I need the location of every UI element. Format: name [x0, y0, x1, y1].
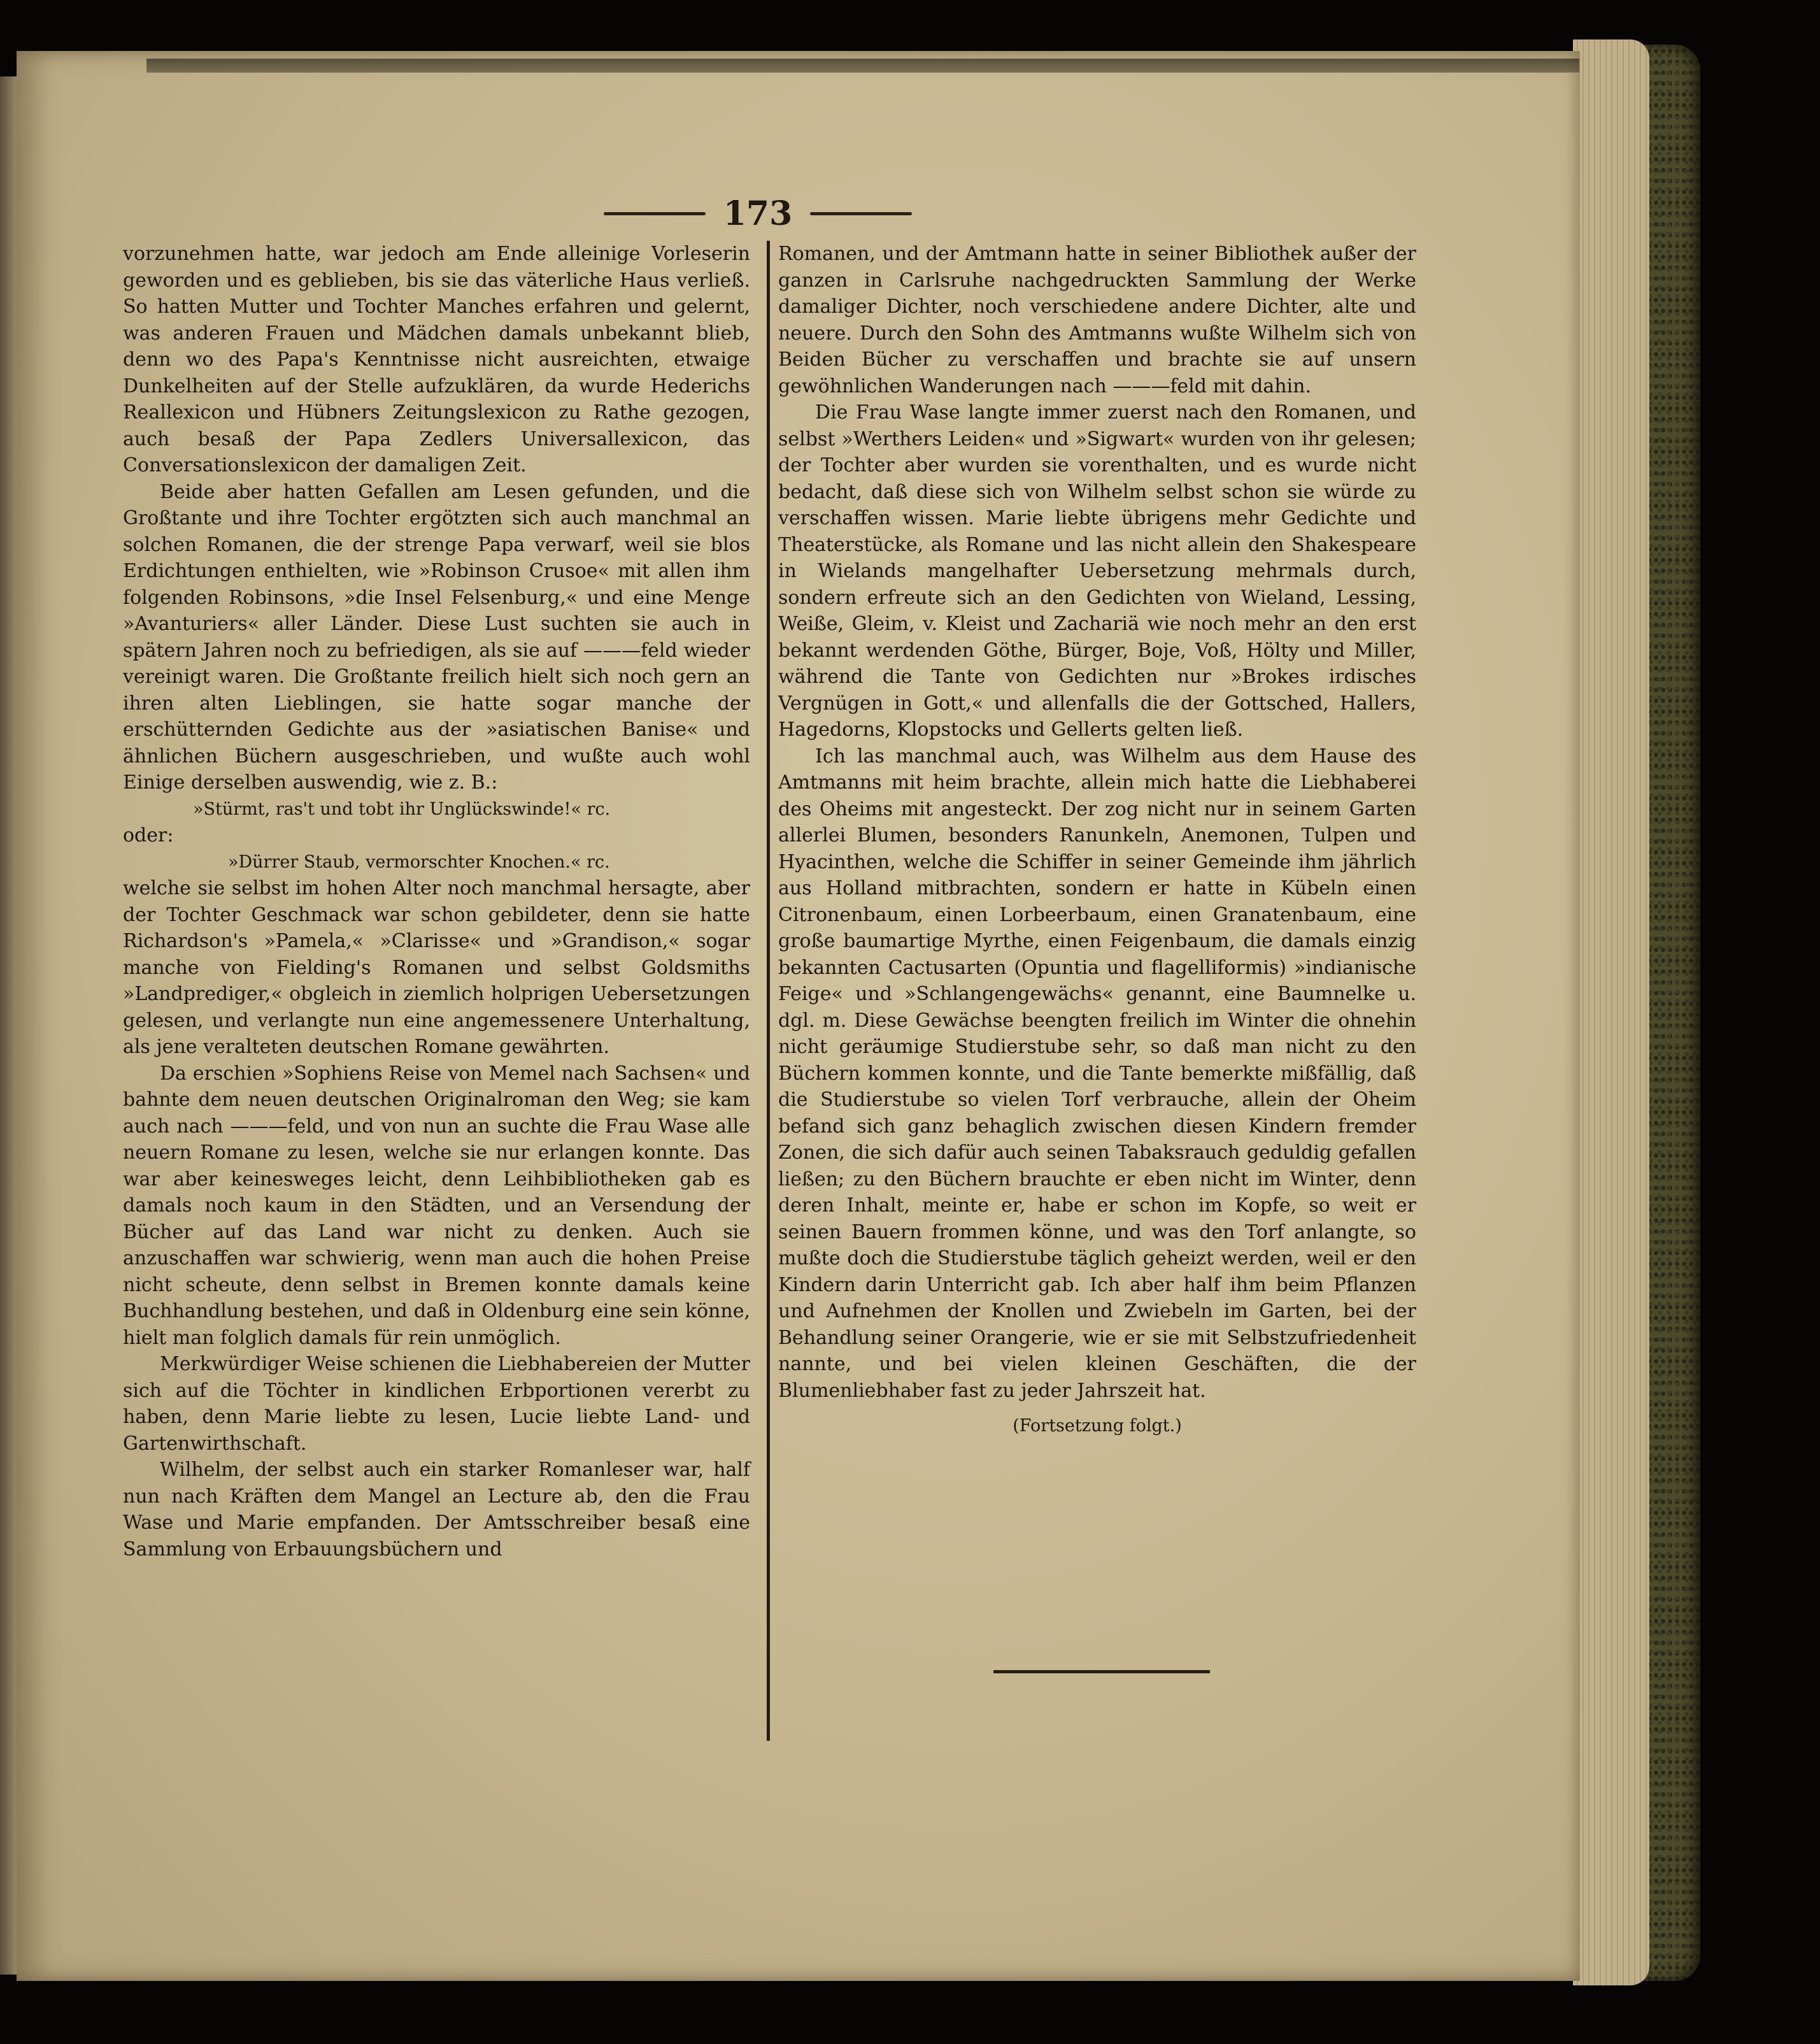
paragraph: welche sie selbst im hohen Alter noch manchmal hersagte, aber der Tochter Geschmack war schon gebildeter, denn sie hatte Richardson's »Pamela,« »Clarisse« und »Grandison,« sogar manche von Fielding's Romanen und selbst Goldsmiths »Landprediger,« obgleich in ziemlich holprigen Uebersetzungen gelesen, und verlangte nun eine angemessenere Unterhaltung, als jene veralteten deutschen Romane gewährten.	[123, 877, 750, 1058]
page-number: 173	[723, 194, 793, 233]
top-edge-band	[146, 59, 1579, 73]
page-header	[579, 191, 936, 236]
paragraph: Romanen, und der Amtmann hatte in seiner Bibliothek außer der ganzen in Carlsruhe nachgedruckten Sammlung der Werke damaliger Dichter, noch verschiedene andere Dichter, alte und neuere. Durch den Sohn des Amtmanns wußte Wilhelm sich von Beiden Bücher zu verschaffen und brachte sie auf unsern gewöhnlichen Wanderungen nach ———feld mit dahin.	[778, 243, 1416, 397]
column-divider	[767, 241, 770, 1741]
facing-page-edge	[0, 76, 18, 1975]
paragraph: Merkwürdiger Weise schienen die Liebhabereien der Mutter sich auf die Töchter in kindlichen Erbportionen vererbt zu haben, denn Marie liebte zu lesen, Lucie liebte Land- und Gartenwirthschaft.	[123, 1353, 750, 1455]
paragraph: Wilhelm, der selbst auch ein starker Romanleser war, half nun nach Kräften dem Mangel an Lecture ab, den die Frau Wase und Marie empfanden. Der Amtsschreiber besaß eine Sammlung von Erbauungsbüchern und	[123, 1459, 750, 1561]
paragraph: »Stürmt, ras't und tobt ihr Unglückswinde!« rc.	[193, 799, 611, 819]
header-rule-right	[810, 212, 912, 215]
paragraph: Die Frau Wase langte immer zuerst nach den Romanen, und selbst »Werthers Leiden« und »Sigwart« wurden von ihr gelesen; der Tochter aber wurden sie vorenthalten, und es wurde nicht bedacht, daß diese sich von Wilhelm selbst schon sie würde zu verschaffen wissen. Marie liebte übrigens mehr Gedichte und Theaterstücke, als Romane und las nicht allein den Shakespeare in Wielands mangelhafter Uebersetzung mehrmals durch, sondern erfreute sich an den Gedichten von Wieland, Lessing, Weiße, Gleim, v. Kleist und Zachariä wie noch mehr an den erst bekannt werdenden Göthe, Bürger, Boje, Voß, Hölty und Miller, während die Tante von Gedichten nur »Brokes irdisches Vergnügen in Gott,« und allenfalls die der Gottsched, Hallers, Hagedorns, Klopstocks und Gellerts gelten ließ.	[778, 401, 1416, 741]
left-column	[123, 241, 750, 1562]
paragraph: oder:	[123, 824, 174, 847]
paragraph: Da erschien »Sophiens Reise von Memel nach Sachsen« und bahnte dem neuen deutschen Originalroman den Weg; sie kam auch nach ———feld, und von nun an suchte die Frau Wase alle neuern Romane zu lesen, welche sie nur erlangen konnte. Das war aber keinesweges leicht, denn Leihbibliotheken gab es damals noch kaum in den Städten, und an Versendung der Bücher auf das Land war nicht zu denken. Auch sie anzuschaffen war schwierig, wenn man auch die hohen Preise nicht scheute, denn selbst in Bremen konnte damals keine Buchhandlung bestehen, und daß in Oldenburg eine sein könne, hielt man folglich damals für rein unmöglich.	[123, 1062, 750, 1349]
continuation-note: (Fortsetzung folgt.)	[1013, 1416, 1182, 1436]
end-rule	[993, 1670, 1210, 1673]
page-block-edges	[1573, 39, 1649, 1985]
header-rule-left	[604, 212, 706, 215]
paragraph: Beide aber hatten Gefallen am Lesen gefunden, und die Großtante und ihre Tochter ergötzten sich auch manchmal an solchen Romanen, die der strenge Papa verwarf, weil sie blos Erdichtungen enthielten, wie »Robinson Crusoe« mit allen ihm folgenden Robinsons, »die Insel Felsenburg,« und eine Menge »Avanturiers« aller Länder. Diese Lust suchten sie auch in spätern Jahren noch zu befriedigen, als sie auf ———feld wieder vereinigt waren. Die Großtante freilich hielt sich noch gern an ihren alten Lieblingen, sie hatte sogar manche der erschütternden Gedichte aus der »asiatischen Banise« und ähnlichen Büchern ausgeschrieben, und wußte auch wohl Einige derselben auswendig, wie z. B.:	[123, 480, 750, 794]
paragraph: »Dürrer Staub, vermorschter Knochen.« rc.	[228, 852, 610, 872]
paragraph: vorzunehmen hatte, war jedoch am Ende alleinige Vorleserin geworden und es geblieben, bis sie das väterliche Haus verließ. So hatten Mutter und Tochter Manches erfahren und gelernt, was anderen Frauen und Mädchen damals unbekannt blieb, denn wo des Papa's Kenntnisse nicht ausreichten, etwaige Dunkelheiten auf der Stelle aufzuklären, da wurde Hederichs Reallexicon und Hübners Zeitungslexicon zu Rathe gezogen, auch besaß der Papa Zedlers Universallexicon, das Conversationslexicon der damaligen Zeit.	[123, 243, 750, 476]
right-column	[778, 241, 1416, 1440]
paragraph: Ich las manchmal auch, was Wilhelm aus dem Hause des Amtmanns mit heim brachte, allein mich hatte die Liebhaberei des Oheims mit angesteckt. Der zog nicht nur in seinem Garten allerlei Blumen, besonders Ranunkeln, Anemonen, Tulpen und Hyacinthen, welche die Schiffer in seiner Gemeinde ihm jährlich aus Holland mitbrachten, sondern er hatte in Kübeln einen Citronenbaum, einen Lorbeerbaum, einen Granatenbaum, eine große baumartige Myrthe, einen Feigenbaum, die damals einzig bekannten Cactusarten (Opuntia und flagelliformis) »indianische Feige« und »Schlangengewächs« genannt, eine Baumnelke u. dgl. m. Diese Gewächse beengten freilich im Winter die ohnehin nicht geräumige Studierstube sehr, so daß man nicht zu den Büchern kommen konnte, und die Tante bemerkte mißfällig, daß die Studierstube so vielen Torf verbrauche, allein der Oheim befand sich ganz behaglich zwischen diesen Kindern fremder Zonen, die sich dafür auch seinen Tabaksrauch geduldig gefallen ließen; zu den Büchern brauchte er eben nicht im Winter, denn deren Inhalt, meinte er, habe er schon im Kopfe, so weit er seinen Bauern frommen könne, und was den Torf anlangte, so mußte doch die Studierstube täglich geheizt werden, weil er den Kindern darin Unterricht gab. Ich aber half ihm beim Pflanzen und Aufnehmen der Knollen und Zwiebeln im Garten, bei der Behandlung seiner Orangerie, wie er sie mit Selbstzufriedenheit nannte, und bei vielen kleinen Geschäften, die der Blumenliebhaber fast zu jeder Jahrszeit hat.	[778, 745, 1416, 1402]
